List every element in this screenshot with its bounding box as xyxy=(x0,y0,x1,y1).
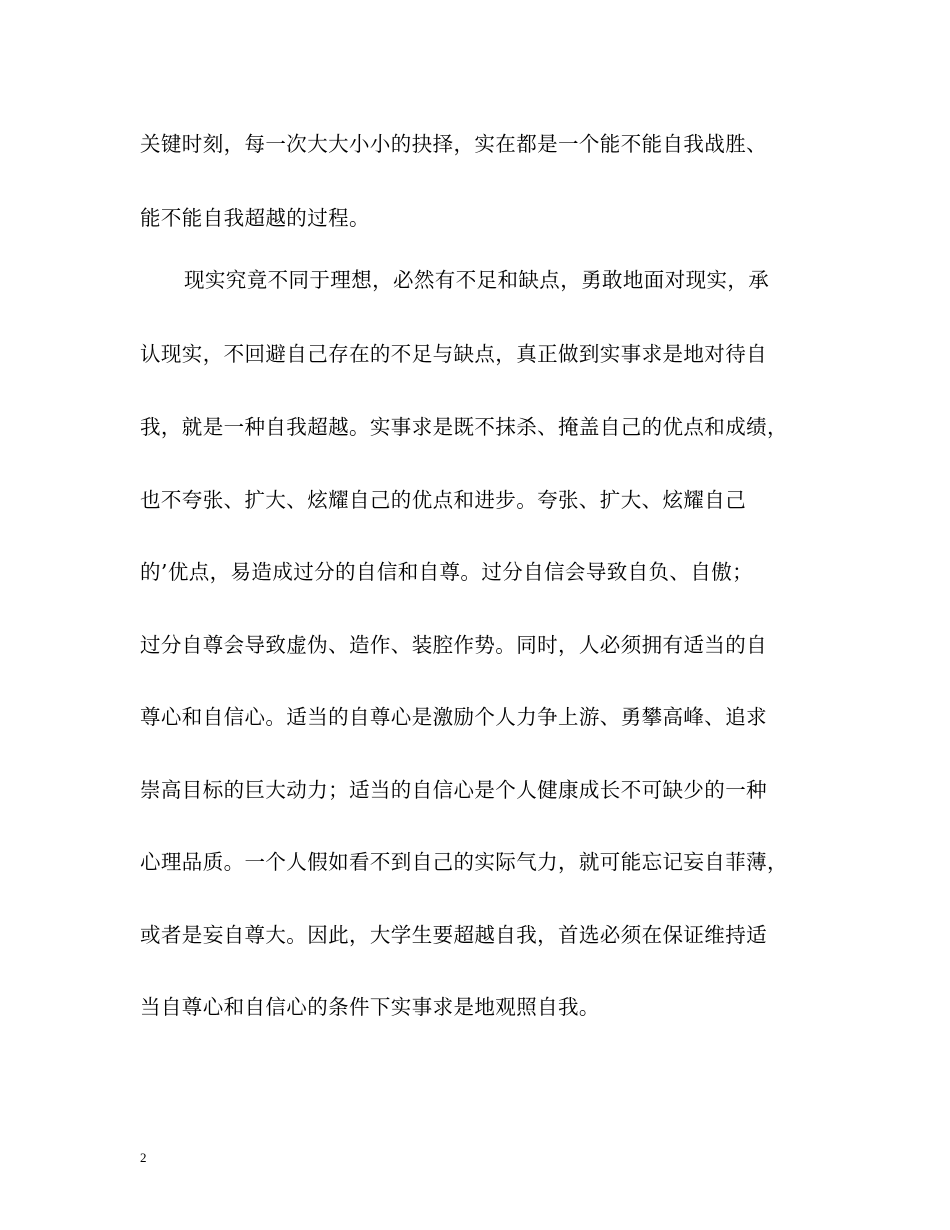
text-line: 关键时刻，每一次大大小小的抉择，实在都是一个能不能自我战胜、 xyxy=(140,132,767,156)
text-line: 当自尊心和自信心的条件下实事求是地观照自我。 xyxy=(140,995,600,1019)
text-line: 我，就是一种自我超越。实事求是既不抹杀、掩盖自己的优点和成绩， xyxy=(140,415,788,439)
text-line: 心理品质。一个人假如看不到自己的实际气力，就可能忘记妄自菲薄， xyxy=(140,850,788,874)
text-line: 认现实，不回避自己存在的不足与缺点，真正做到实事求是地对待自 xyxy=(140,342,767,366)
text-line: 崇高目标的巨大动力；适当的自信心是个人健康成长不可缺少的一种 xyxy=(140,778,767,802)
text-line: 的’优点，易造成过分的自信和自尊。过分自信会导致自负、自傲； xyxy=(140,560,754,584)
text-line: 也不夸张、扩大、炫耀自己的优点和进步。夸张、扩大、炫耀自己 xyxy=(140,488,747,512)
paragraph-first-line: 现实究竟不同于理想，必然有不足和缺点，勇敢地面对现实，承 xyxy=(184,268,770,292)
text-line: 或者是妄自尊大。因此，大学生要超越自我，首选必须在保证维持适 xyxy=(140,923,767,947)
page-number: 2 xyxy=(140,1150,147,1165)
text-line: 尊心和自信心。适当的自尊心是激励个人力争上游、勇攀高峰、追求 xyxy=(140,705,767,729)
text-line: 能不能自我超越的过程。 xyxy=(140,206,370,230)
text-line: 过分自尊会导致虚伪、造作、装腔作势。同时，人必须拥有适当的自 xyxy=(140,633,767,657)
